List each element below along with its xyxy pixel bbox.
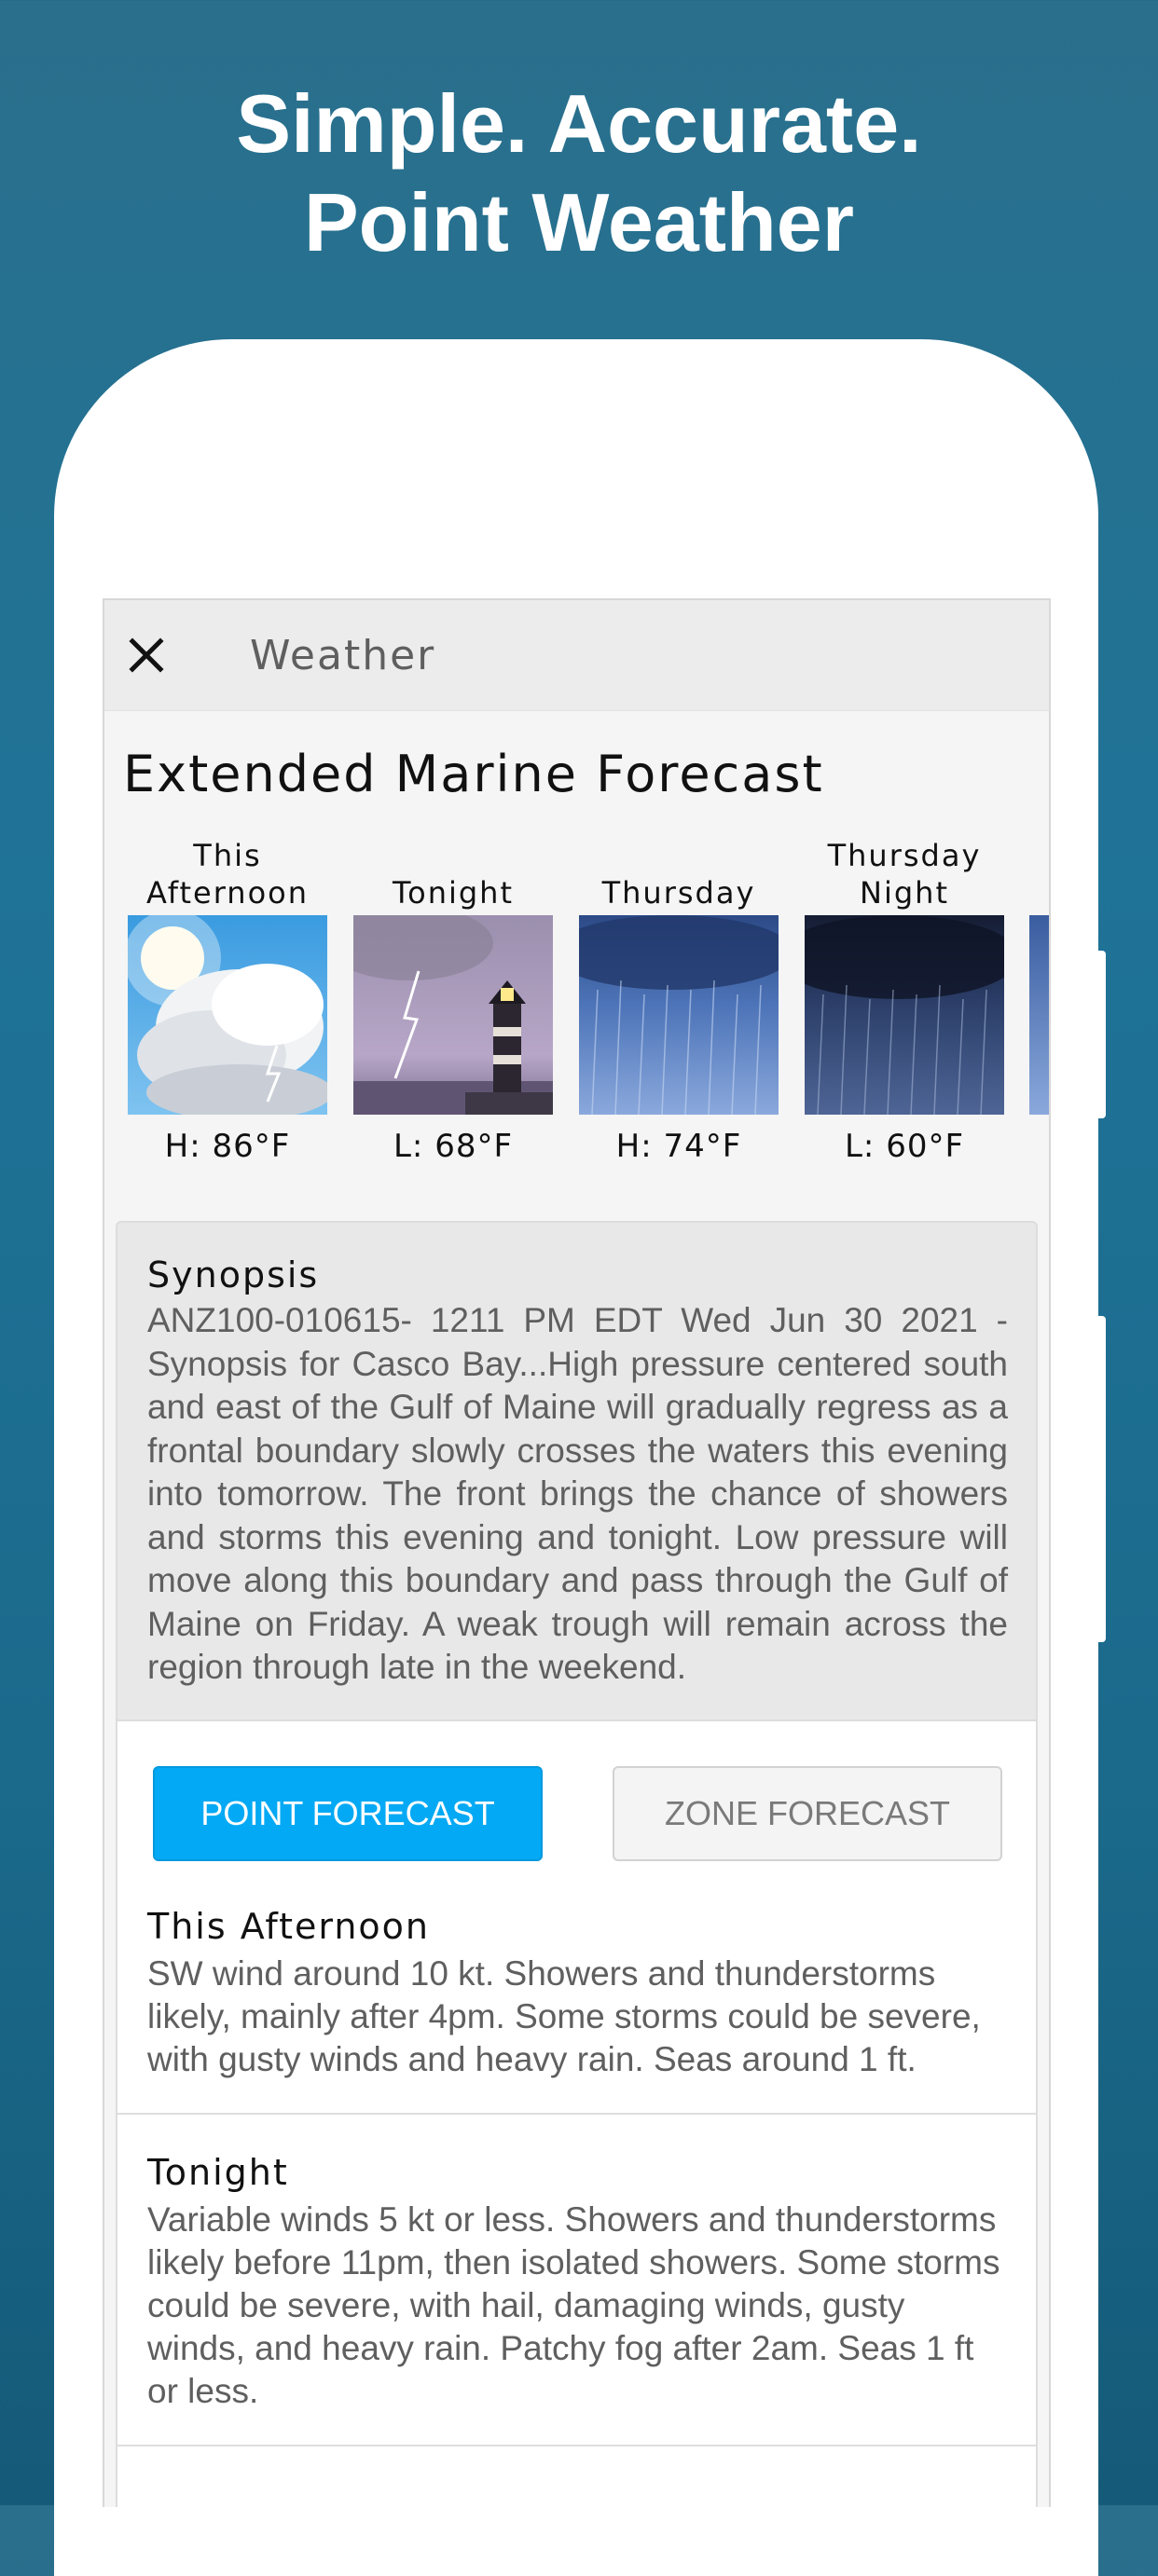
forecast-item-text: SW wind around 10 kt. Showers and thunderstorms likely, mainly after 4pm. Some storms could be severe, with gusty winds and heavy rain. Seas around 1 ft. — [147, 1953, 981, 2078]
period-temp: H: 86°F — [164, 1128, 291, 1165]
period-card-partial[interactable] — [1029, 835, 1051, 1165]
period-card[interactable] — [352, 835, 554, 1165]
phone-side-button — [1098, 1316, 1106, 1642]
period-card[interactable] — [804, 835, 1005, 1165]
period-temp: H: 74°F — [615, 1128, 742, 1165]
period-card[interactable] — [578, 835, 779, 1165]
point-forecast-button[interactable]: POINT FORECAST — [153, 1766, 543, 1861]
close-button[interactable] — [123, 632, 170, 678]
period-name: Thursday — [601, 875, 756, 911]
period-temp: L: 60°F — [844, 1128, 965, 1165]
synopsis-card — [116, 1221, 1038, 1721]
night-rain-icon — [805, 915, 1004, 1115]
close-icon — [128, 637, 165, 674]
lightning-lighthouse-icon — [353, 915, 553, 1115]
forecast-toggle — [117, 1721, 1036, 1861]
marketing-headline — [0, 75, 1158, 272]
forecast-periods[interactable] — [104, 835, 1049, 1165]
synopsis-title: Synopsis — [147, 1254, 320, 1295]
forecast-item — [117, 2115, 1036, 2446]
period-card[interactable] — [127, 835, 328, 1165]
period-name: Thursday Night — [827, 838, 982, 911]
synopsis-text: ANZ100-010615- 1211 PM EDT Wed Jun 30 2021 - Synopsis for Casco Bay...High pressure centered south and east of the Gulf of Maine will gradually regress as a frontal boundary slowly crosses the waters this evening into tomorrow. The front brings the chance of showers and storms this evening and tonight. Low pressure will move along this boundary and pass through the Gulf of Maine on Friday. A weak trough will remain across the region through late in the weekend. — [147, 1301, 1008, 1686]
forecast-item — [117, 1861, 1036, 2115]
app-bar — [104, 600, 1049, 711]
period-name: This Afternoon — [146, 838, 309, 911]
period-name: Tonight — [393, 875, 514, 911]
period-name-partial — [1029, 835, 1051, 915]
thunderstorm-sun-icon — [128, 915, 327, 1115]
zone-forecast-button[interactable]: ZONE FORECAST — [613, 1766, 1002, 1861]
rain-icon — [1029, 915, 1051, 1115]
period-temp: L: 68°F — [393, 1128, 514, 1165]
forecast-item-text: Variable winds 5 kt or less. Showers and thunderstorms likely before 11pm, then isolated showers. Some storms could be severe, with hail, damaging winds, gusty winds, and heavy rain. Patchy fog after 2am. Seas 1 ft or less. — [147, 2199, 1000, 2410]
forecast-panel — [116, 1721, 1038, 2508]
forecast-item-name: This Afternoon — [147, 1905, 430, 1947]
headline-line-2: Point Weather — [303, 176, 854, 268]
rain-icon — [579, 915, 779, 1115]
app-bar-title: Weather — [250, 631, 436, 679]
section-title: Extended Marine Forecast — [123, 745, 824, 803]
phone-side-button — [1098, 951, 1106, 1118]
forecast-item-name: Tonight — [147, 2151, 289, 2193]
app-screen — [103, 598, 1051, 2507]
headline-line-1: Simple. Accurate. — [236, 77, 922, 170]
